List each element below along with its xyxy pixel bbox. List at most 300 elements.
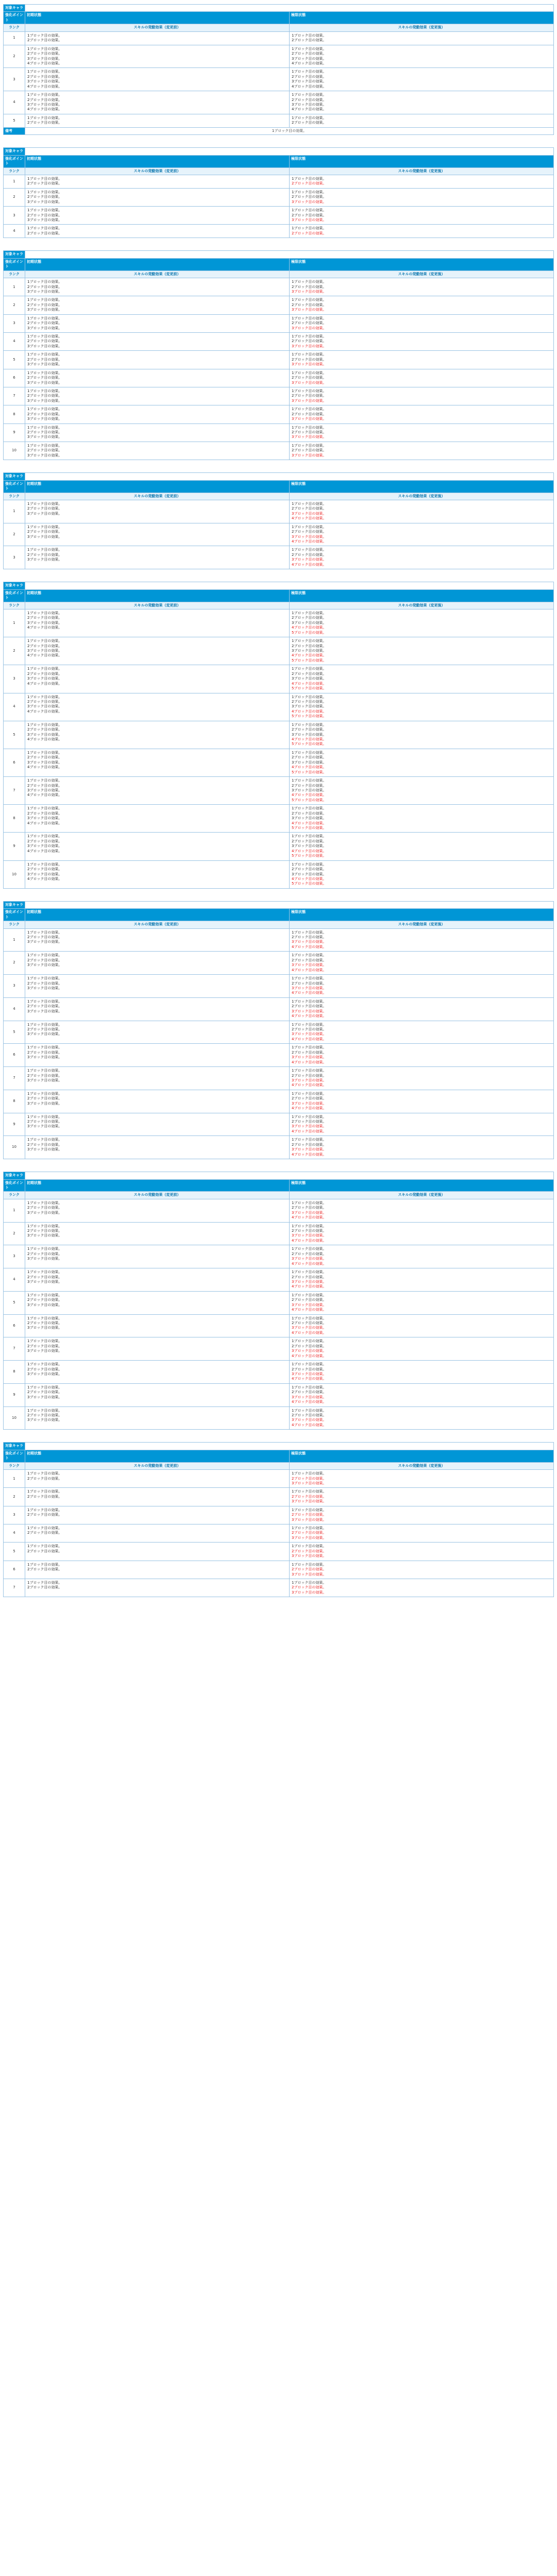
effect-line: 4ブロック目の効果。 bbox=[292, 793, 327, 798]
skill-table bbox=[3, 250, 554, 460]
row-number: 8 bbox=[4, 405, 25, 423]
sub-right-header: スキルの発動効果（変更後） bbox=[290, 167, 554, 175]
skill-table bbox=[3, 1442, 554, 1597]
effect-line: 4ブロック目の効果。 bbox=[27, 876, 62, 881]
effect-line: 5ブロック目の効果。 bbox=[292, 630, 327, 635]
effect-before-cell bbox=[25, 1406, 290, 1430]
effect-line: 2ブロック目の効果。 bbox=[292, 376, 327, 380]
effect-line: 3ブロック目の効果。 bbox=[292, 1032, 327, 1037]
effect-line: 1ブロック目の効果。 bbox=[292, 694, 327, 699]
effect-before-cell bbox=[25, 1314, 290, 1337]
effect-line: 3ブロック目の効果。 bbox=[292, 1009, 327, 1013]
section-title-row bbox=[4, 473, 554, 480]
sub-left-header: スキルの発動効果（変更前） bbox=[25, 602, 290, 609]
table-row bbox=[4, 1090, 554, 1113]
effect-line: 2ブロック目の効果。 bbox=[292, 1120, 327, 1124]
effect-before-cell bbox=[25, 1361, 290, 1384]
effect-line: 2ブロック目の効果。 bbox=[27, 1549, 62, 1553]
table-row bbox=[4, 952, 554, 975]
effect-after-cell bbox=[290, 225, 554, 238]
section-name: 銃 bbox=[25, 901, 554, 908]
effect-before-cell bbox=[25, 175, 290, 188]
row-number: 1 bbox=[4, 609, 25, 637]
effect-line: 1ブロック目の効果。 bbox=[27, 806, 62, 811]
effect-before-cell bbox=[25, 952, 290, 975]
effect-line: 3ブロック目の効果。 bbox=[292, 986, 327, 990]
effect-line: 4ブロック目の効果。 bbox=[292, 61, 327, 65]
effect-line: 1ブロック目の効果。 bbox=[292, 1293, 327, 1297]
effect-line: 4ブロック目の効果。 bbox=[292, 539, 327, 544]
effect-before-cell bbox=[25, 1136, 290, 1159]
row-number: 9 bbox=[4, 423, 25, 442]
effect-line: 2ブロック目の効果。 bbox=[27, 357, 62, 362]
effect-line: 2ブロック目の効果。 bbox=[292, 1413, 327, 1417]
effect-line: 3ブロック目の効果。 bbox=[292, 676, 327, 681]
effect-before-cell bbox=[25, 1470, 290, 1488]
effect-line: 4ブロック目の効果。 bbox=[292, 1330, 327, 1335]
effect-before-cell bbox=[25, 207, 290, 225]
effect-before-cell bbox=[25, 405, 290, 423]
effect-line: 1ブロック目の効果。 bbox=[292, 1114, 327, 1119]
effect-after-cell bbox=[290, 387, 554, 405]
effect-after-cell bbox=[290, 693, 554, 721]
effect-before-cell bbox=[25, 278, 290, 296]
effect-line: 2ブロック目の効果。 bbox=[27, 1567, 62, 1572]
effect-line: 2ブロック目の効果。 bbox=[292, 506, 327, 511]
effect-line: 2ブロック目の効果。 bbox=[27, 1073, 62, 1078]
effect-line: 2ブロック目の効果。 bbox=[292, 1367, 327, 1371]
effect-before-cell bbox=[25, 1268, 290, 1292]
effect-after-cell bbox=[290, 296, 554, 314]
effect-after-cell bbox=[290, 1406, 554, 1430]
effect-line: 3ブロック目の効果。 bbox=[27, 1302, 62, 1307]
effect-before-cell bbox=[25, 997, 290, 1021]
effect-line: 3ブロック目の効果。 bbox=[292, 1279, 327, 1284]
effect-line: 3ブロック目の効果。 bbox=[292, 649, 327, 653]
effect-line: 1ブロック目の効果。 bbox=[27, 611, 62, 615]
skill-table bbox=[3, 1172, 554, 1430]
rank-label: ランク bbox=[4, 1192, 25, 1199]
effect-before-cell bbox=[25, 91, 290, 114]
effect-line: 2ブロック目の効果。 bbox=[292, 867, 327, 872]
effect-line: 3ブロック目の効果。 bbox=[27, 649, 62, 653]
effect-line: 1ブロック目の効果。 bbox=[27, 548, 62, 552]
effect-before-cell bbox=[25, 609, 290, 637]
row-number: 3 bbox=[4, 1506, 25, 1524]
column-header-row bbox=[4, 589, 554, 602]
effect-line: 2ブロック目の効果。 bbox=[27, 448, 62, 453]
row-number: 1 bbox=[4, 31, 25, 45]
effect-after-cell bbox=[290, 333, 554, 351]
table-row bbox=[4, 1406, 554, 1430]
effect-line: 3ブロック目の効果。 bbox=[27, 199, 62, 204]
effect-line: 3ブロック目の効果。 bbox=[292, 1572, 327, 1577]
effect-line: 1ブロック目の効果。 bbox=[27, 208, 62, 213]
effect-line: 3ブロック目の効果。 bbox=[292, 963, 327, 968]
effect-line: 1ブロック目の効果。 bbox=[27, 1247, 62, 1251]
effect-line: 2ブロック目の効果。 bbox=[292, 1027, 327, 1031]
effect-line: 1ブロック目の効果。 bbox=[292, 425, 327, 430]
effect-line: 3ブロック目の効果。 bbox=[27, 816, 62, 821]
weapon-section bbox=[3, 472, 554, 569]
effect-line: 2ブロック目の効果。 bbox=[292, 74, 327, 79]
effect-line: 2ブロック目の効果。 bbox=[292, 530, 327, 534]
effect-line: 4ブロック目の効果。 bbox=[292, 516, 327, 521]
col-header-label: 強化ポイント bbox=[4, 155, 25, 167]
effect-line: 2ブロック目の効果。 bbox=[292, 1275, 327, 1279]
effect-line: 3ブロック目の効果。 bbox=[292, 1210, 327, 1215]
row-number: 2 bbox=[4, 637, 25, 665]
effect-line: 3ブロック目の効果。 bbox=[27, 557, 62, 562]
rank-label: ランク bbox=[4, 24, 25, 31]
effect-line: 1ブロック目の効果。 bbox=[292, 176, 327, 181]
effect-line: 4ブロック目の効果。 bbox=[292, 849, 327, 853]
effect-line: 3ブロック目の効果。 bbox=[292, 620, 327, 625]
table-row bbox=[4, 91, 554, 114]
rank-label: ランク bbox=[4, 167, 25, 175]
column-header-row bbox=[4, 1450, 554, 1462]
section-title-row bbox=[4, 901, 554, 908]
table-row bbox=[4, 1222, 554, 1245]
effect-line: 1ブロック目の効果。 bbox=[292, 1471, 327, 1476]
row-number: 7 bbox=[4, 387, 25, 405]
effect-line: 1ブロック目の効果。 bbox=[27, 778, 62, 783]
effect-after-cell bbox=[290, 1245, 554, 1268]
table-row bbox=[4, 1067, 554, 1090]
row-number: 7 bbox=[4, 1337, 25, 1361]
row-number: 7 bbox=[4, 1579, 25, 1597]
table-row bbox=[4, 1021, 554, 1044]
sub-left-header: スキルの発動効果（変更前） bbox=[25, 270, 290, 278]
table-row bbox=[4, 777, 554, 805]
effect-line: 2ブロック目の効果。 bbox=[292, 1229, 327, 1233]
effect-line: 1ブロック目の効果。 bbox=[27, 1224, 62, 1228]
table-row bbox=[4, 693, 554, 721]
row-number: 4 bbox=[4, 225, 25, 238]
effect-line: 2ブロック目の効果。 bbox=[27, 430, 62, 434]
effect-line: 4ブロック目の効果。 bbox=[292, 968, 327, 972]
effect-line: 2ブロック目の効果。 bbox=[292, 394, 327, 398]
row-number: 1 bbox=[4, 278, 25, 296]
sub-left-header: スキルの発動効果（変更前） bbox=[25, 1462, 290, 1469]
effect-line: 2ブロック目の効果。 bbox=[27, 1344, 62, 1348]
effect-line: 2ブロック目の効果。 bbox=[27, 1206, 62, 1210]
table-row bbox=[4, 1314, 554, 1337]
table-row bbox=[4, 1136, 554, 1159]
weapon-section bbox=[3, 901, 554, 1159]
effect-line: 2ブロック目の効果。 bbox=[27, 958, 62, 962]
table-row bbox=[4, 31, 554, 45]
effect-line: 3ブロック目の効果。 bbox=[27, 1257, 62, 1261]
effect-line: 1ブロック目の効果。 bbox=[27, 1339, 62, 1344]
effect-line: 2ブロック目の効果。 bbox=[292, 1513, 327, 1517]
effect-line: 3ブロック目の効果。 bbox=[292, 289, 327, 294]
effect-line: 1ブロック目の効果。 bbox=[27, 1022, 62, 1027]
sub-header-row bbox=[4, 270, 554, 278]
section-label: 対象キャラ bbox=[4, 1443, 25, 1450]
effect-line: 1ブロック目の効果。 bbox=[27, 443, 62, 448]
col-right-header: 極限状態 bbox=[290, 1179, 554, 1192]
row-number: 5 bbox=[4, 114, 25, 127]
row-number: 3 bbox=[4, 665, 25, 693]
effect-before-cell bbox=[25, 333, 290, 351]
sub-header-row bbox=[4, 602, 554, 609]
effect-line: 2ブロック目の効果。 bbox=[292, 339, 327, 344]
row-number: 5 bbox=[4, 1021, 25, 1044]
effect-line: 4ブロック目の効果。 bbox=[27, 793, 62, 798]
effect-line: 3ブロック目の効果。 bbox=[292, 344, 327, 348]
effect-before-cell bbox=[25, 1488, 290, 1506]
table-row bbox=[4, 749, 554, 776]
effect-line: 2ブロック目の効果。 bbox=[27, 302, 62, 307]
effect-line: 1ブロック目の効果。 bbox=[292, 334, 327, 338]
effect-line: 2ブロック目の効果。 bbox=[27, 1096, 62, 1101]
skill-table bbox=[3, 4, 554, 135]
table-row bbox=[4, 1561, 554, 1579]
col-header-label: 強化ポイント bbox=[4, 1179, 25, 1192]
effect-after-cell bbox=[290, 546, 554, 569]
effect-line: 1ブロック目の効果。 bbox=[292, 1247, 327, 1251]
effect-line: 3ブロック目の効果。 bbox=[292, 940, 327, 944]
effect-line: 2ブロック目の効果。 bbox=[27, 97, 62, 102]
row-number: 1 bbox=[4, 1470, 25, 1488]
col-left-header: 初期状態 bbox=[25, 589, 290, 602]
table-row bbox=[4, 175, 554, 188]
effect-line: 2ブロック目の効果。 bbox=[27, 412, 62, 416]
row-number: 6 bbox=[4, 1314, 25, 1337]
effect-line: 3ブロック目の効果。 bbox=[292, 326, 327, 330]
effect-line: 2ブロック目の効果。 bbox=[292, 1390, 327, 1395]
effect-line: 1ブロック目の効果。 bbox=[27, 1069, 62, 1073]
col-left-header: 初期状態 bbox=[25, 909, 290, 921]
sub-header-row bbox=[4, 1462, 554, 1469]
row-number: 6 bbox=[4, 1561, 25, 1579]
effect-line: 1ブロック目の効果。 bbox=[27, 524, 62, 529]
effect-line: 3ブロック目の効果。 bbox=[292, 199, 327, 204]
effect-line: 2ブロック目の効果。 bbox=[292, 321, 327, 326]
table-row bbox=[4, 997, 554, 1021]
effect-line: 2ブロック目の効果。 bbox=[292, 1344, 327, 1348]
sub-left-header: スキルの発動効果（変更前） bbox=[25, 1192, 290, 1199]
table-row bbox=[4, 1044, 554, 1067]
sub-header-row bbox=[4, 493, 554, 500]
table-row bbox=[4, 833, 554, 860]
effect-line: 3ブロック目の効果。 bbox=[27, 1009, 62, 1013]
effect-before-cell bbox=[25, 31, 290, 45]
effect-line: 1ブロック目の効果。 bbox=[292, 1339, 327, 1344]
col-header-label: 強化ポイント bbox=[4, 12, 25, 24]
effect-line: 4ブロック目の効果。 bbox=[27, 849, 62, 853]
effect-after-cell bbox=[290, 68, 554, 91]
effect-line: 5ブロック目の効果。 bbox=[292, 714, 327, 719]
effect-line: 3ブロック目の効果。 bbox=[27, 1055, 62, 1060]
effect-before-cell bbox=[25, 45, 290, 68]
effect-after-cell bbox=[290, 665, 554, 693]
effect-line: 1ブロック目の効果。 bbox=[27, 280, 62, 284]
effect-line: 3ブロック目の効果。 bbox=[27, 760, 62, 765]
effect-after-cell bbox=[290, 442, 554, 460]
effect-before-cell bbox=[25, 975, 290, 998]
sub-right-header: スキルの発動効果（変更後） bbox=[290, 1192, 554, 1199]
col-left-header: 初期状態 bbox=[25, 1179, 290, 1192]
table-row bbox=[4, 1113, 554, 1136]
effect-line: 3ブロック目の効果。 bbox=[27, 704, 62, 709]
effect-line: 2ブロック目の効果。 bbox=[27, 981, 62, 986]
table-row bbox=[4, 278, 554, 296]
effect-line: 2ブロック目の効果。 bbox=[27, 1476, 62, 1481]
table-row bbox=[4, 860, 554, 888]
effect-line: 2ブロック目の効果。 bbox=[292, 755, 327, 760]
effect-line: 1ブロック目の効果。 bbox=[292, 1362, 327, 1367]
effect-line: 1ブロック目の効果。 bbox=[292, 976, 327, 981]
sub-header-row bbox=[4, 1192, 554, 1199]
row-number: 10 bbox=[4, 860, 25, 888]
effect-line: 5ブロック目の効果。 bbox=[292, 686, 327, 691]
row-number: 3 bbox=[4, 207, 25, 225]
effect-line: 2ブロック目の効果。 bbox=[292, 1494, 327, 1499]
effect-line: 3ブロック目の効果。 bbox=[27, 1395, 62, 1399]
effect-before-cell bbox=[25, 1067, 290, 1090]
effect-before-cell bbox=[25, 637, 290, 665]
section-title-row bbox=[4, 1172, 554, 1179]
table-row bbox=[4, 1245, 554, 1268]
table-row bbox=[4, 114, 554, 127]
effect-line: 3ブロック目の効果。 bbox=[27, 1349, 62, 1353]
effect-line: 4ブロック目の効果。 bbox=[292, 737, 327, 741]
effect-line: 5ブロック目の効果。 bbox=[292, 770, 327, 774]
effect-after-cell bbox=[290, 1383, 554, 1406]
effect-line: 2ブロック目の効果。 bbox=[292, 671, 327, 676]
effect-after-cell bbox=[290, 278, 554, 296]
col-header-label: 強化ポイント bbox=[4, 1450, 25, 1462]
effect-line: 1ブロック目の効果。 bbox=[27, 425, 62, 430]
effect-line: 2ブロック目の効果。 bbox=[292, 357, 327, 362]
effect-line: 3ブロック目の効果。 bbox=[292, 1257, 327, 1261]
effect-after-cell bbox=[290, 860, 554, 888]
table-row bbox=[4, 1488, 554, 1506]
effect-line: 4ブロック目の効果。 bbox=[292, 876, 327, 881]
col-left-header: 初期状態 bbox=[25, 258, 290, 270]
effect-line: 1ブロック目の効果。 bbox=[27, 1362, 62, 1367]
effect-line: 2ブロック目の効果。 bbox=[27, 867, 62, 872]
effect-line: 3ブロック目の効果。 bbox=[27, 344, 62, 348]
effect-line: 3ブロック目の効果。 bbox=[292, 788, 327, 792]
effect-before-cell bbox=[25, 314, 290, 332]
section-name: 弓 bbox=[25, 148, 554, 155]
row-number: 5 bbox=[4, 1291, 25, 1314]
effect-line: 3ブロック目の効果。 bbox=[27, 620, 62, 625]
effect-line: 1ブロック目の効果。 bbox=[27, 999, 62, 1004]
effect-after-cell bbox=[290, 1361, 554, 1384]
sub-header-row bbox=[4, 24, 554, 31]
sub-left-header: スキルの発動効果（変更前） bbox=[25, 921, 290, 928]
effect-after-cell bbox=[290, 805, 554, 833]
effect-after-cell bbox=[290, 1291, 554, 1314]
effect-line: 5ブロック目の効果。 bbox=[292, 882, 327, 886]
effect-line: 1ブロック目の効果。 bbox=[27, 750, 62, 755]
effect-line: 3ブロック目の効果。 bbox=[27, 534, 62, 539]
effect-line: 3ブロック目の効果。 bbox=[292, 1147, 327, 1152]
rank-label: ランク bbox=[4, 1462, 25, 1469]
section-name: 書 bbox=[25, 1443, 554, 1450]
row-number: 2 bbox=[4, 188, 25, 206]
effect-after-cell bbox=[290, 721, 554, 749]
effect-line: 1ブロック目の効果。 bbox=[27, 33, 62, 38]
table-row bbox=[4, 523, 554, 546]
row-number: 4 bbox=[4, 1268, 25, 1292]
effect-line: 1ブロック目の効果。 bbox=[292, 93, 327, 97]
effect-line: 1ブロック目の効果。 bbox=[27, 639, 62, 643]
effect-line: 3ブロック目の効果。 bbox=[27, 453, 62, 457]
table-row bbox=[4, 1543, 554, 1561]
table-row bbox=[4, 546, 554, 569]
effect-after-cell bbox=[290, 1337, 554, 1361]
effect-line: 1ブロック目の効果。 bbox=[292, 1580, 327, 1585]
effect-line: 2ブロック目の効果。 bbox=[27, 1275, 62, 1279]
effect-line: 1ブロック目の効果。 bbox=[292, 1562, 327, 1567]
effect-line: 1ブロック目の効果。 bbox=[27, 1489, 62, 1494]
effect-line: 3ブロック目の効果。 bbox=[292, 1499, 327, 1504]
effect-line: 1ブロック目の効果。 bbox=[292, 611, 327, 615]
effect-after-cell bbox=[290, 523, 554, 546]
skill-table bbox=[3, 901, 554, 1159]
effect-line: 2ブロック目の効果。 bbox=[27, 530, 62, 534]
effect-line: 3ブロック目の効果。 bbox=[292, 872, 327, 876]
effect-line: 2ブロック目の効果。 bbox=[27, 376, 62, 380]
effect-line: 1ブロック目の効果。 bbox=[27, 176, 62, 181]
effect-line: 5ブロック目の効果。 bbox=[292, 798, 327, 802]
effect-line: 1ブロック目の効果。 bbox=[292, 298, 327, 302]
effect-line: 2ブロック目の効果。 bbox=[27, 1229, 62, 1233]
effect-after-cell bbox=[290, 609, 554, 637]
effect-line: 2ブロック目の効果。 bbox=[27, 935, 62, 939]
effect-line: 2ブロック目の効果。 bbox=[27, 1390, 62, 1395]
effect-line: 3ブロック目の効果。 bbox=[292, 1481, 327, 1485]
effect-line: 2ブロック目の効果。 bbox=[27, 1004, 62, 1009]
effect-line: 1ブロック目の効果。 bbox=[27, 1562, 62, 1567]
effect-line: 4ブロック目の効果。 bbox=[27, 84, 62, 89]
table-row bbox=[4, 296, 554, 314]
row-number: 1 bbox=[4, 175, 25, 188]
effect-line: 4ブロック目の効果。 bbox=[292, 1014, 327, 1019]
effect-after-cell bbox=[290, 1488, 554, 1506]
effect-after-cell bbox=[290, 1021, 554, 1044]
row-number: 9 bbox=[4, 1383, 25, 1406]
row-number: 1 bbox=[4, 1199, 25, 1222]
effect-line: 2ブロック目の効果。 bbox=[292, 727, 327, 732]
column-header-row bbox=[4, 258, 554, 270]
effect-after-cell bbox=[290, 975, 554, 998]
effect-line: 3ブロック目の効果。 bbox=[292, 704, 327, 709]
effect-line: 4ブロック目の効果。 bbox=[27, 61, 62, 65]
effect-after-cell bbox=[290, 928, 554, 952]
effect-after-cell bbox=[290, 1222, 554, 1245]
effect-line: 3ブロック目の効果。 bbox=[292, 218, 327, 222]
effect-line: 1ブロック目の効果。 bbox=[27, 1270, 62, 1275]
row-number: 4 bbox=[4, 333, 25, 351]
table-row bbox=[4, 1337, 554, 1361]
effect-before-cell bbox=[25, 369, 290, 387]
effect-line: 2ブロック目の効果。 bbox=[292, 935, 327, 939]
row-number: 7 bbox=[4, 1067, 25, 1090]
effect-line: 2ブロック目の効果。 bbox=[292, 1142, 327, 1147]
row-number: 3 bbox=[4, 546, 25, 569]
effect-line: 1ブロック目の効果。 bbox=[27, 1471, 62, 1476]
effect-line: 1ブロック目の効果。 bbox=[292, 1489, 327, 1494]
weapon-section bbox=[3, 1442, 554, 1597]
effect-line: 2ブロック目の効果。 bbox=[292, 1585, 327, 1590]
effect-line: 2ブロック目の効果。 bbox=[292, 302, 327, 307]
